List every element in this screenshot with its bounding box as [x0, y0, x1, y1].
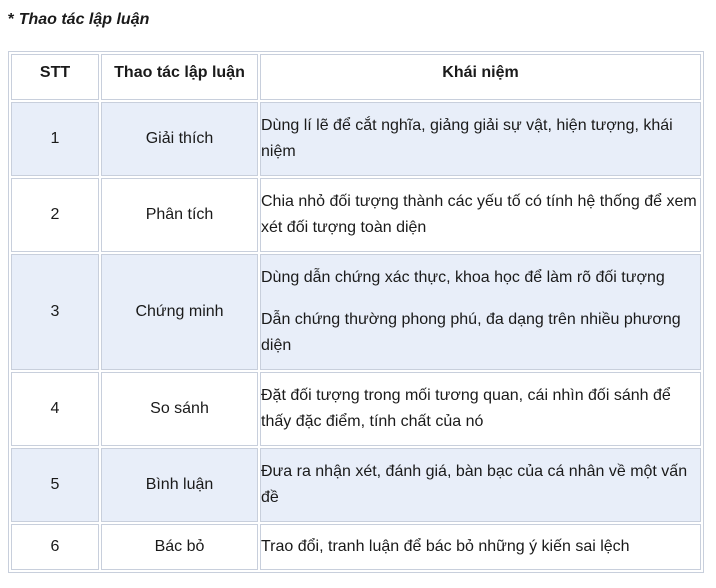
cell-operation: Bác bỏ: [101, 524, 258, 570]
concept-paragraph: Dẫn chứng thường phong phú, đa dạng trên nhiều phương diện: [261, 311, 681, 354]
argument-operations-table: [8, 51, 704, 573]
cell-operation: Giải thích: [101, 102, 258, 176]
table-row: [11, 102, 701, 176]
cell-stt: 1: [11, 102, 99, 176]
cell-stt: 2: [11, 178, 99, 252]
cell-operation: Chứng minh: [101, 254, 258, 370]
header-operation: Thao tác lập luận: [101, 54, 258, 100]
table-row: [11, 524, 701, 570]
cell-concept: [260, 254, 701, 370]
cell-stt: 5: [11, 448, 99, 522]
concept-paragraph: Đặt đối tượng trong mối tương quan, cái nhìn đối sánh để thấy đặc điểm, tính chất của nó: [261, 387, 671, 430]
table-row: [11, 178, 701, 252]
section-heading: [8, 11, 149, 29]
cell-operation: Bình luận: [101, 448, 258, 522]
concept-paragraph: Đưa ra nhận xét, đánh giá, bàn bạc của cá nhân về một vấn đề: [261, 463, 688, 506]
cell-concept: [260, 372, 701, 446]
cell-stt: 3: [11, 254, 99, 370]
concept-paragraph: Dùng lí lẽ để cắt nghĩa, giảng giải sự vật, hiện tượng, khái niệm: [261, 117, 673, 160]
header-stt: STT: [11, 54, 99, 100]
cell-stt: 4: [11, 372, 99, 446]
heading-bullet: *: [8, 11, 15, 28]
table-row: [11, 448, 701, 522]
cell-stt: 6: [11, 524, 99, 570]
cell-concept: [260, 448, 701, 522]
concept-paragraph: Dùng dẫn chứng xác thực, khoa học để làm rõ đối tượng: [261, 269, 665, 286]
table-row: [11, 254, 701, 370]
heading-title: Thao tác lập luận: [18, 11, 150, 28]
table-row: [11, 372, 701, 446]
header-concept: Khái niệm: [260, 54, 701, 100]
concept-paragraph: Chia nhỏ đối tượng thành các yếu tố có tính hệ thống để xem xét đối tượng toàn diện: [261, 193, 697, 236]
concept-paragraph: Trao đổi, tranh luận để bác bỏ những ý kiến sai lệch: [261, 538, 630, 555]
cell-operation: So sánh: [101, 372, 258, 446]
cell-operation: Phân tích: [101, 178, 258, 252]
cell-concept: [260, 524, 701, 570]
cell-concept: [260, 102, 701, 176]
table-header-row: [11, 54, 701, 100]
cell-concept: [260, 178, 701, 252]
